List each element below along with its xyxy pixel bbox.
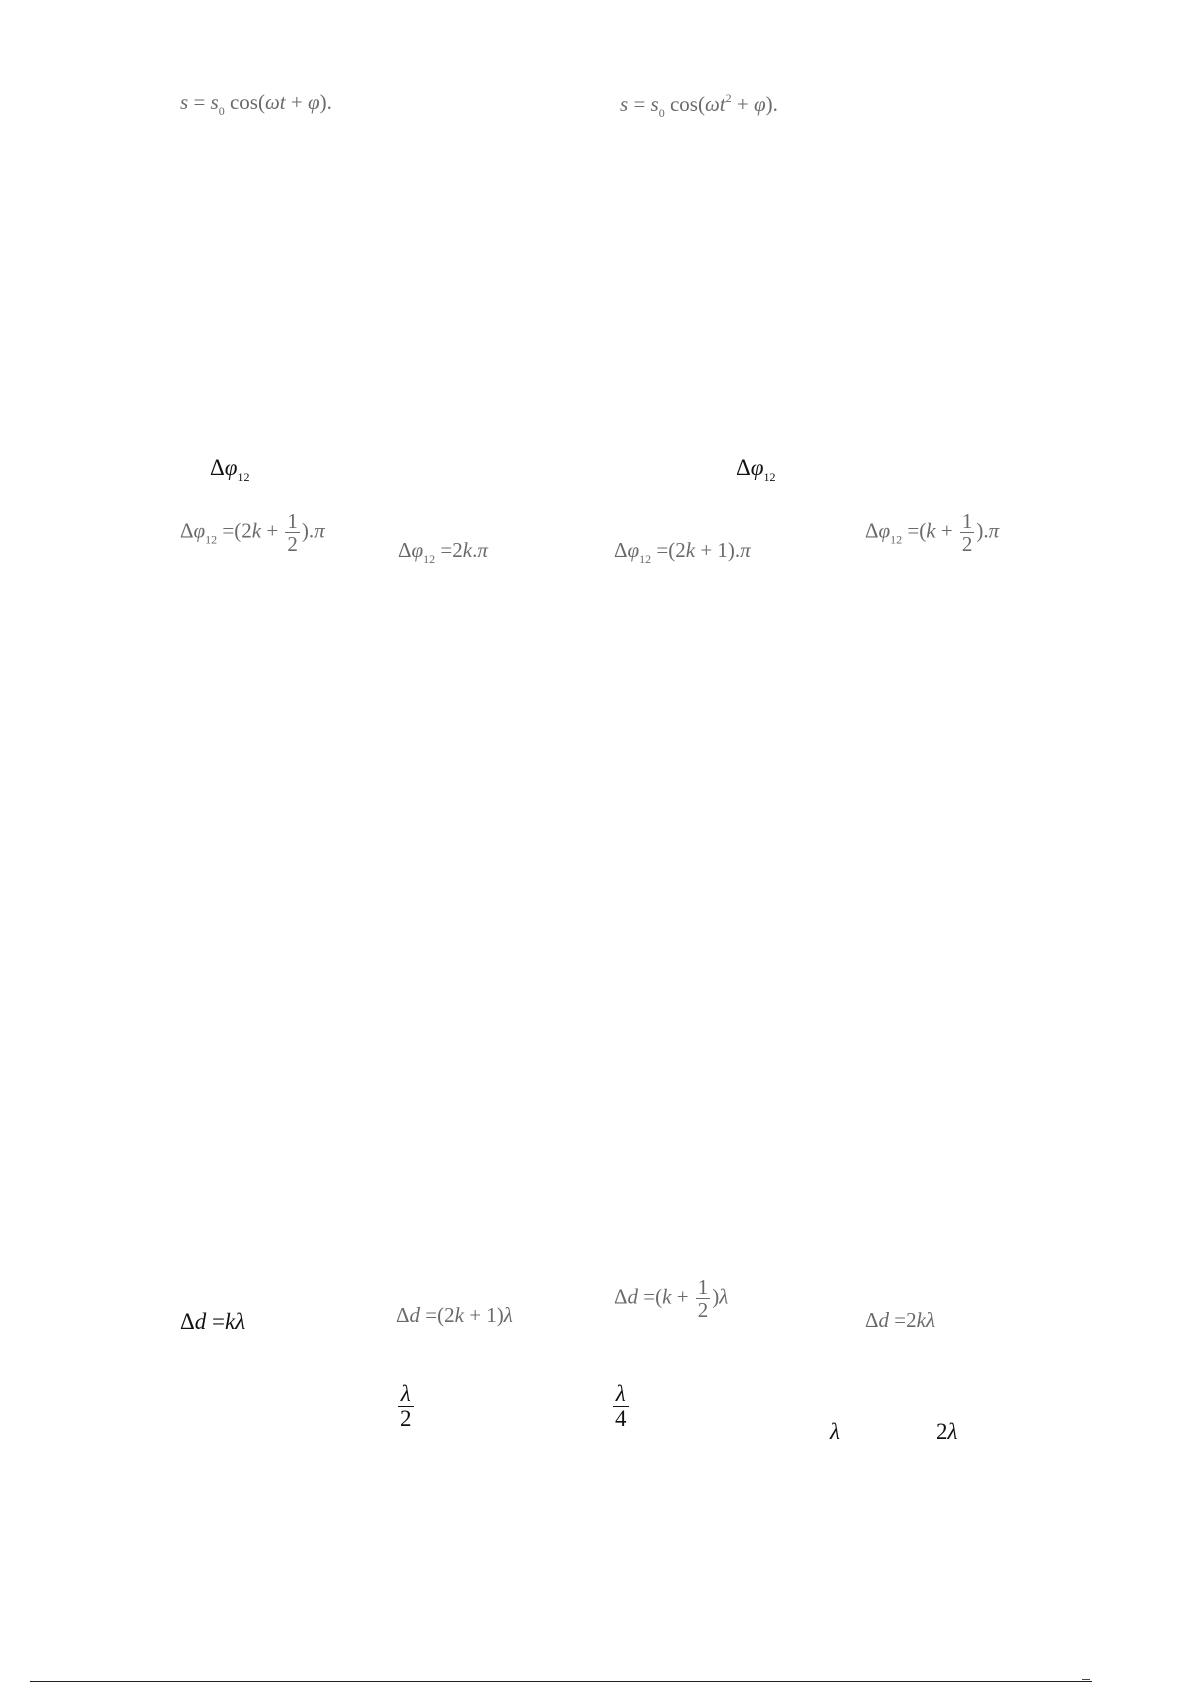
q2-stem-symbol-1: $\Delta\varphi_{12}$: [210, 455, 250, 484]
q2-option-d-fraction: $\frac{1}{2}$: [961, 509, 973, 557]
q1-option-a-formula: $s = s_0$ cos(ωt + φ).: [180, 90, 332, 118]
q3-option-a-formula: Δd =kλ: [180, 1309, 246, 1334]
q4-option-b-fraction: $\frac{\lambda}{2}$: [400, 1381, 412, 1432]
q2-option-d-formula: $\Delta\varphi_{12} =(k$ + $\frac{1}{2}$ ).π: [865, 509, 1000, 557]
q4-option-c-fraction: $\frac{\lambda}{4}$: [615, 1381, 627, 1432]
q3-option-d-formula: Δd =2kλ: [865, 1308, 936, 1332]
q3-option-b-formula: Δd =(2k + 1)λ: [396, 1303, 513, 1327]
q2-stem-symbol-2: $\Delta\varphi_{12}$: [736, 455, 776, 484]
q4-option-d2-symbol: 2λ: [936, 1419, 958, 1444]
q2-option-b-formula: $\Delta\varphi_{12} =2k.\pi$: [398, 538, 488, 566]
q2-option-c-formula: $\Delta\varphi_{12} =(2k + 1).\pi$: [614, 538, 751, 566]
q2-option-a-fraction: $\frac{1}{2}$: [287, 509, 298, 557]
page-bottom-rule: [30, 1681, 1092, 1682]
page-corner-mark: [1082, 1679, 1090, 1683]
q3-option-c-fraction: $\frac{1}{2}$: [697, 1275, 709, 1323]
q3-option-c-formula: Δd =(k + $\frac{1}{2}$ )λ: [614, 1275, 729, 1323]
q1-option-b-formula: $s = s_0$ $\cos(\omega t^2 + \varphi)$.: [620, 91, 778, 120]
q2-option-a-formula: $\Delta\varphi_{12} =(2k$ + $\frac{1}{2}$ ).π: [180, 509, 325, 557]
q4-option-d1-symbol: λ: [830, 1419, 840, 1444]
